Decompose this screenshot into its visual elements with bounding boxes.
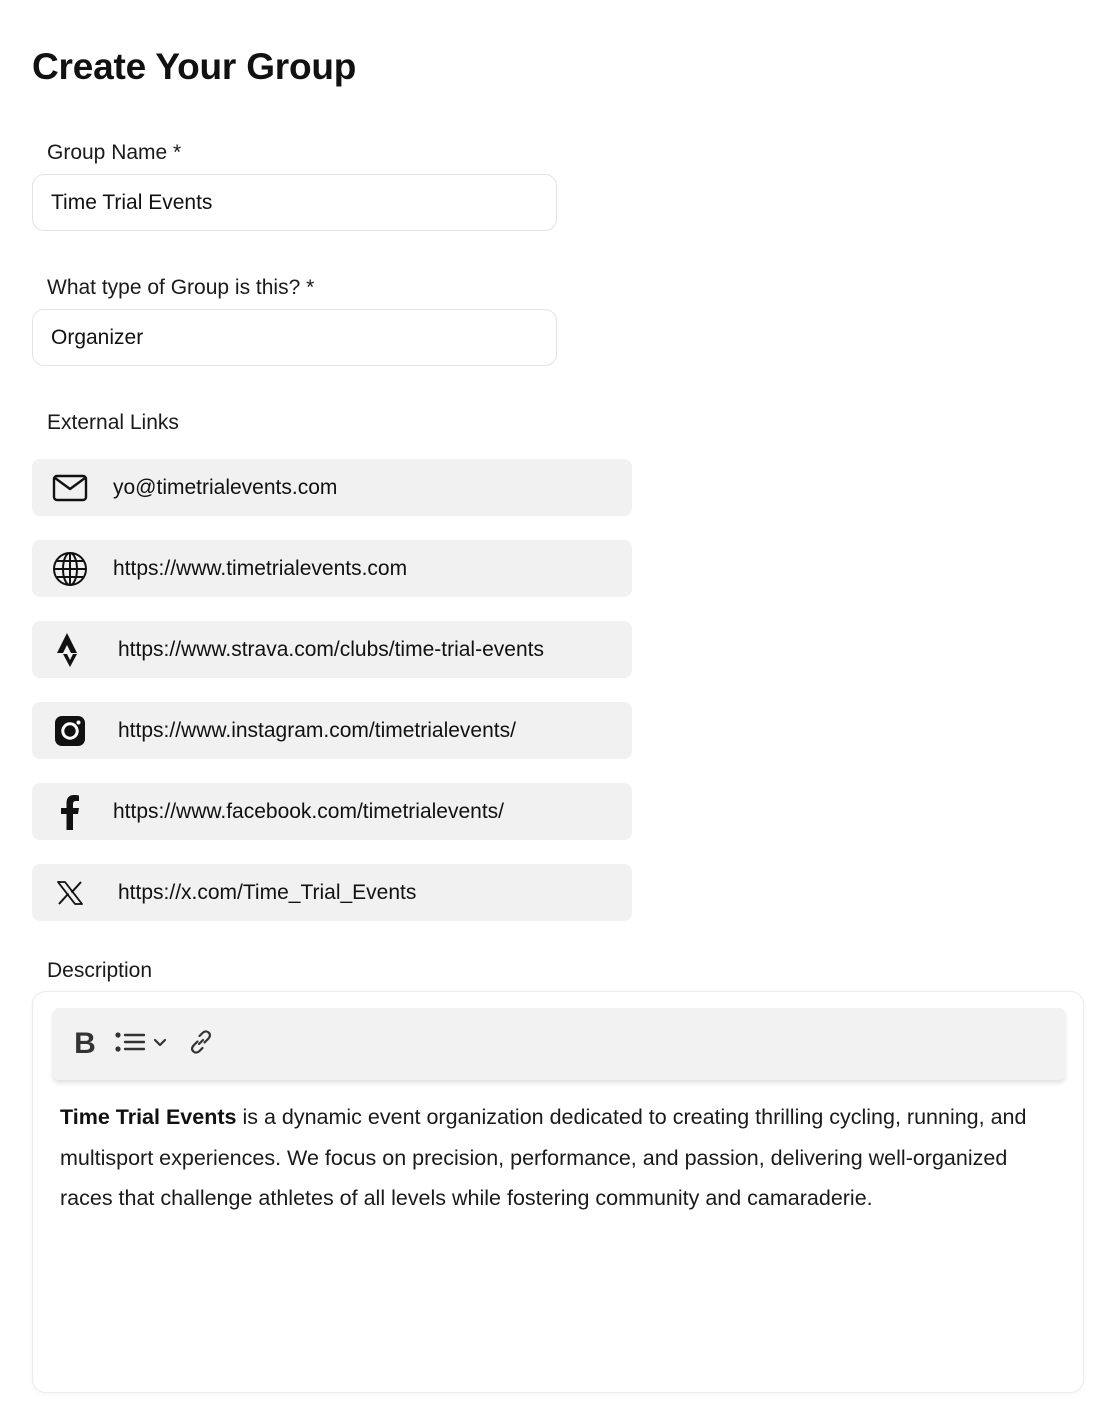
description-body-text: is a dynamic event organization dedicated to creating thrilling cycling, running, and multisport experiences. We focus on precision, performance, and passion, delivering well-organized races that challenge athletes of all levels while fostering community and camaraderie. [60,1105,1027,1210]
group-name-field-wrapper [32,174,557,231]
facebook-icon [32,783,108,840]
x-icon [32,864,108,921]
chevron-down-icon [153,1035,167,1053]
instagram-link-row [32,702,632,759]
page-title: Create Your Group [32,46,357,87]
facebook-link-input[interactable] [108,783,632,840]
description-text[interactable] [60,1097,1060,1219]
email-link-row [32,459,632,516]
description-bold-text: Time Trial Events [60,1105,237,1129]
group-type-label: What type of Group is this? * [47,276,315,299]
list-dropdown-button[interactable] [111,1024,171,1064]
group-type-field-wrapper [32,309,557,366]
instagram-icon [32,702,108,759]
link-button[interactable] [183,1024,219,1064]
link-icon [188,1029,214,1060]
group-name-label: Group Name * [47,141,182,164]
bullet-list-icon [115,1031,145,1058]
bold-button[interactable]: B [74,1027,96,1060]
editor-toolbar [53,1008,1065,1080]
x-link-row [32,864,632,921]
strava-link-input[interactable] [108,621,632,678]
strava-link-row [32,621,632,678]
mail-icon [32,459,108,516]
group-name-input[interactable] [51,191,538,215]
website-link-row [32,540,632,597]
group-type-input[interactable] [51,326,538,350]
description-label: Description [47,959,153,982]
instagram-link-input[interactable] [108,702,632,759]
email-link-input[interactable] [108,459,632,516]
strava-icon [32,621,108,678]
x-link-input[interactable] [108,864,632,921]
website-link-input[interactable] [108,540,632,597]
facebook-link-row [32,783,632,840]
external-links-label: External Links [47,411,179,434]
globe-icon [32,540,108,597]
description-editor [32,991,1084,1393]
